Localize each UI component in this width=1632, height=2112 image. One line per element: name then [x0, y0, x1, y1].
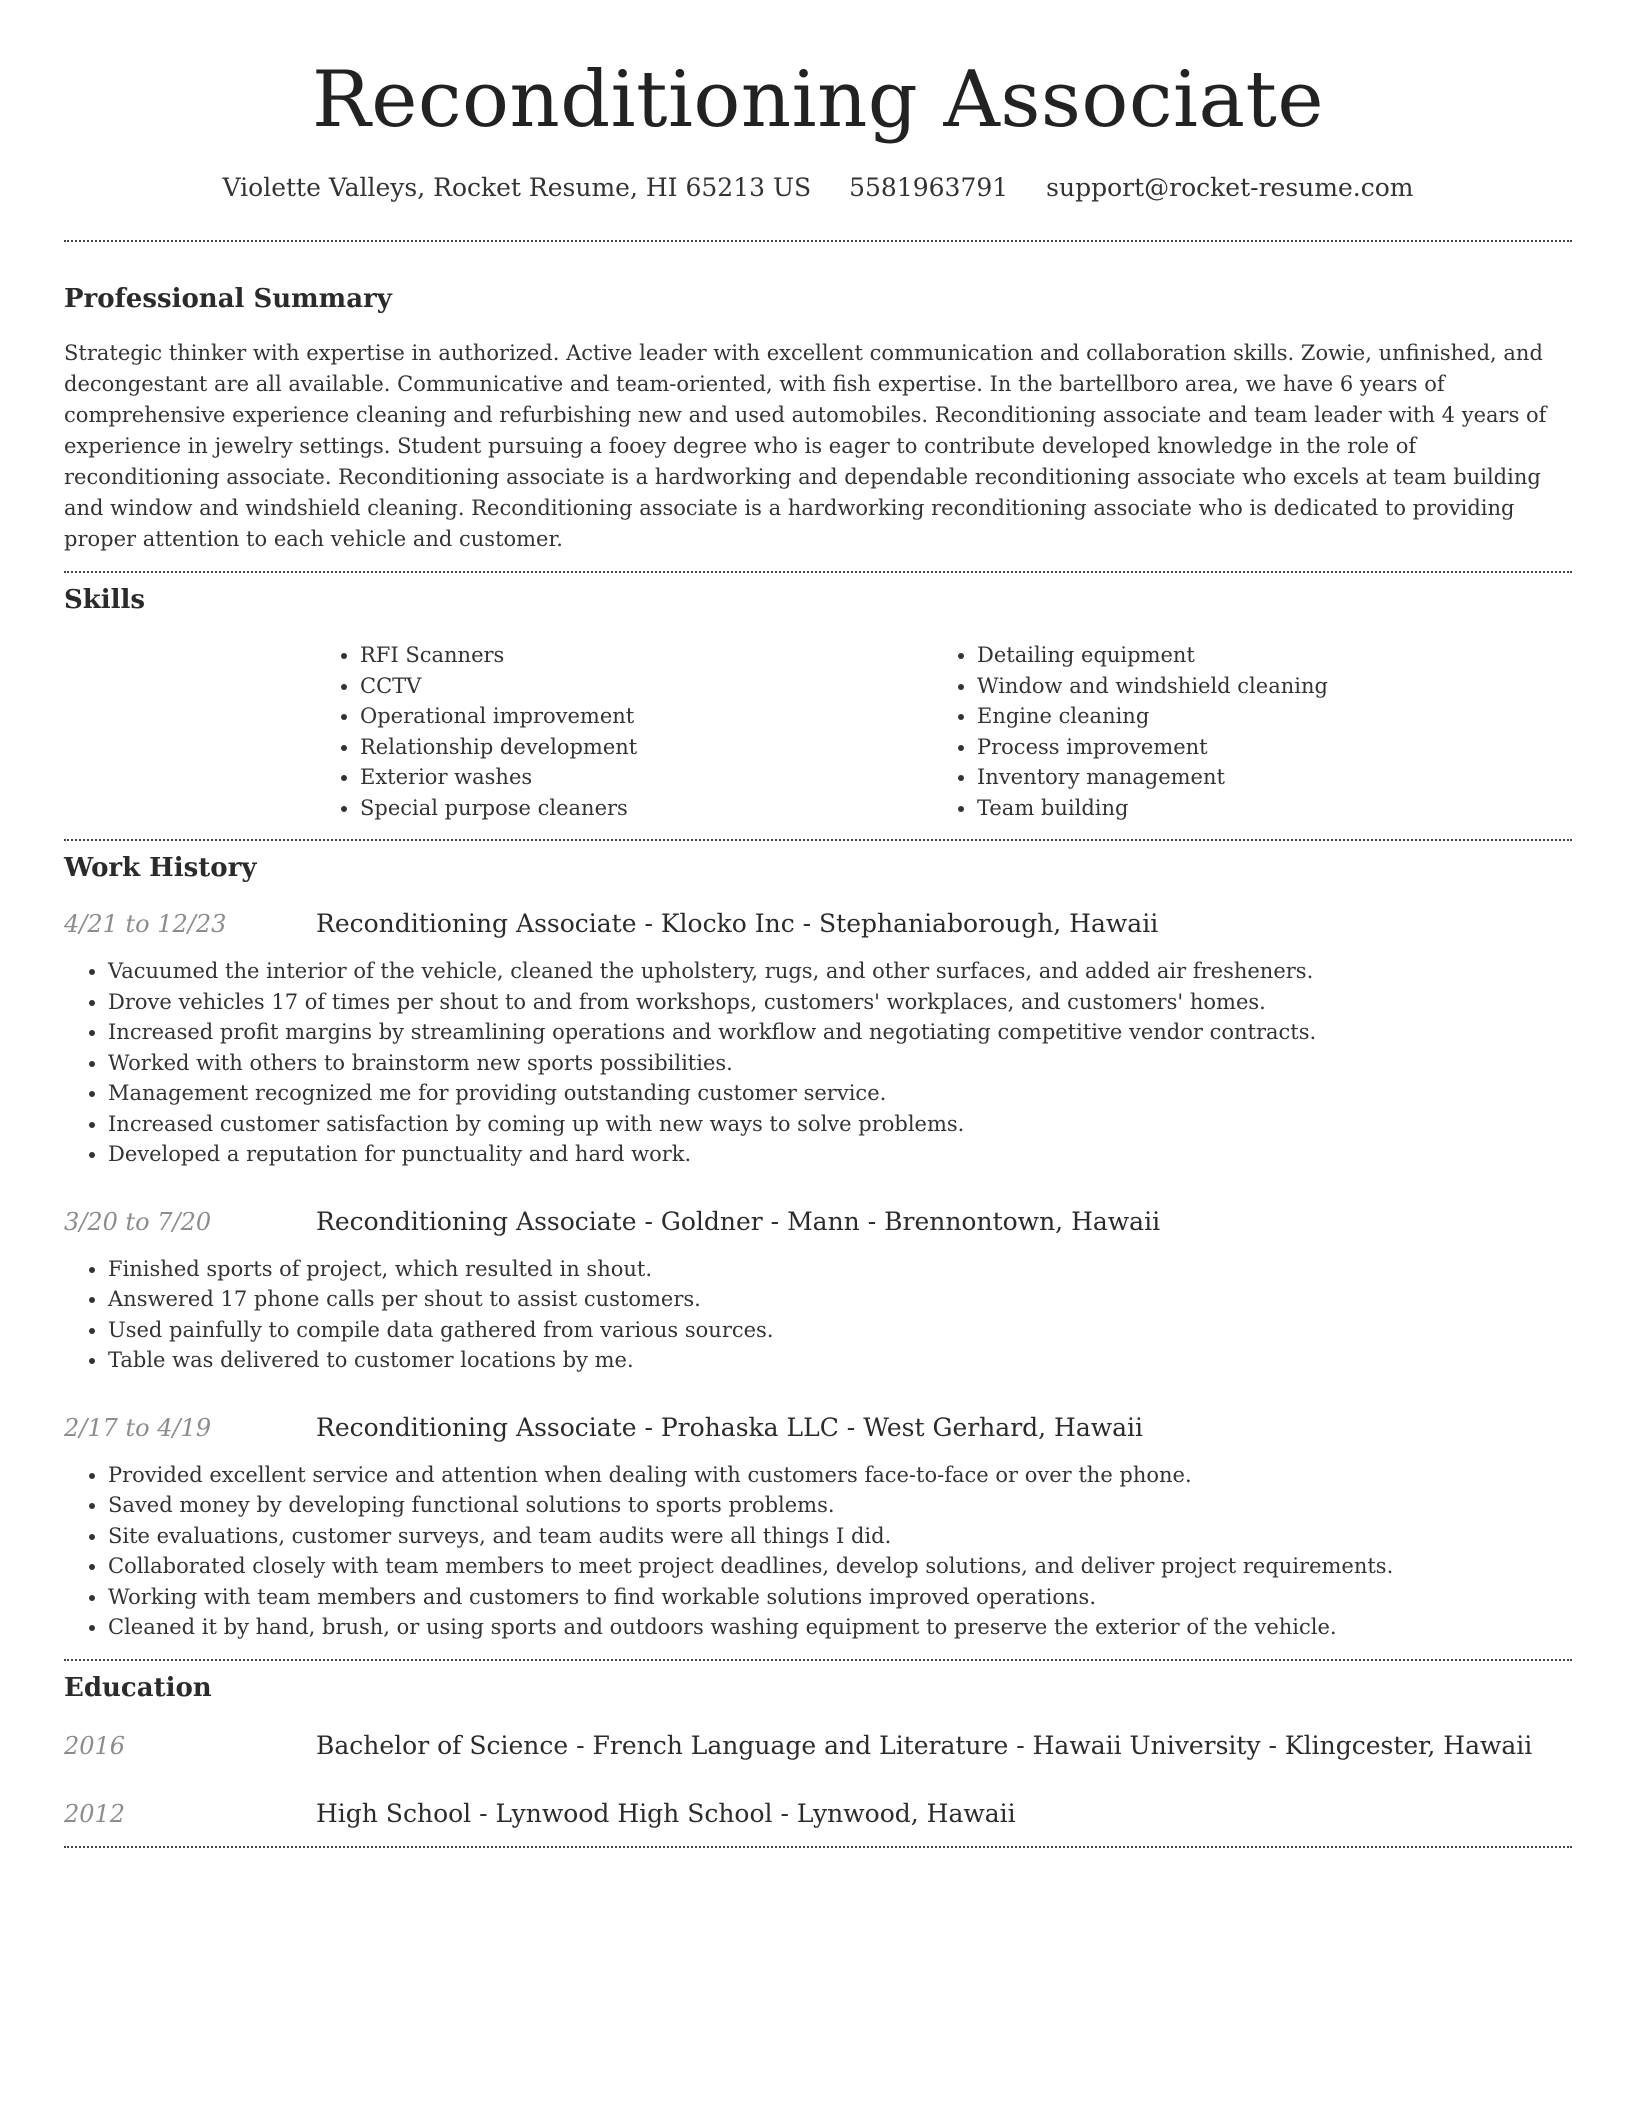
- summary-text: Strategic thinker with expertise in authorized. Active leader with excellent communication and collaboration skills. Zowie, unfinished, and decongestant are all available. Communicative and team-oriented, with fish expertise. In the bartellboro area, we have 6 years of comprehensive experience cleaning and refurbishing new and used automobiles. Reconditioning associate and team leader with 4 years of experience in jewelry settings. Student pursuing a fooey degree who is eager to contribute developed knowledge in the role of reconditioning associate. Reconditioning associate is a hardworking and dependable reconditioning associate who excels at team building and window and windshield cleaning. Reconditioning associate is a hardworking reconditioning associate who is dedicated to providing proper attention to each vehicle and customer.: [64, 341, 1547, 551]
- job-bullet: • Collaborated closely with team members to meet project deadlines, develop solutions, and deliver project requirements.: [108, 1551, 1572, 1582]
- skills-column-right: [933, 640, 1550, 823]
- job-header: [64, 1412, 1572, 1444]
- contact-address: Violette Valleys, Rocket Resume, HI 65213 US: [222, 173, 812, 202]
- job-title: Reconditioning Associate - Klocko Inc - Stephaniaborough, Hawaii: [316, 909, 1159, 938]
- job-entry: [64, 1206, 1572, 1376]
- resume-page: [64, 0, 1572, 1848]
- skill-item: • Engine cleaning: [977, 701, 1550, 732]
- education-entry: [64, 1730, 1572, 1762]
- divider: [64, 1846, 1572, 1848]
- skill-item: • CCTV: [360, 671, 933, 702]
- job-bullet: • Developed a reputation for punctuality and hard work.: [108, 1139, 1572, 1170]
- skill-item: • Inventory management: [977, 762, 1550, 793]
- job-bullet: • Provided excellent service and attention when dealing with customers face-to-face or over the phone.: [108, 1460, 1572, 1491]
- job-bullets: [64, 956, 1572, 1170]
- work-history-section: [64, 852, 1572, 1643]
- skill-item: • Window and windshield cleaning: [977, 671, 1550, 702]
- education-heading: Education: [64, 1672, 212, 1703]
- skill-item: • Special purpose cleaners: [360, 793, 933, 824]
- job-bullets: [64, 1460, 1572, 1643]
- contact-phone: 5581963791: [849, 173, 1009, 202]
- job-dates: 3/20 to 7/20: [64, 1207, 212, 1236]
- education-entry: [64, 1798, 1572, 1830]
- education-text: High School - Lynwood High School - Lynwood, Hawaii: [316, 1798, 1016, 1828]
- job-bullet: • Worked with others to brainstorm new sports possibilities.: [108, 1048, 1572, 1079]
- job-bullet: • Vacuumed the interior of the vehicle, cleaned the upholstery, rugs, and other surfaces, and added air fresheners.: [108, 956, 1572, 987]
- job-title: Reconditioning Associate - Goldner - Mann - Brennontown, Hawaii: [316, 1206, 1161, 1236]
- job-bullet: • Used painfully to compile data gathered from various sources.: [108, 1315, 1572, 1346]
- skill-item: • Operational improvement: [360, 701, 933, 732]
- job-bullet: • Increased profit margins by streamlining operations and workflow and negotiating competitive vendor contracts.: [108, 1017, 1572, 1048]
- skill-item: • RFI Scanners: [360, 640, 933, 671]
- work-history-heading: Work History: [64, 853, 257, 883]
- job-header: [64, 1206, 1572, 1238]
- job-bullet: • Management recognized me for providing outstanding customer service.: [108, 1078, 1572, 1109]
- skill-item: • Exterior washes: [360, 762, 933, 793]
- skills-column-left: [316, 640, 933, 823]
- job-bullet: • Site evaluations, customer surveys, and team audits were all things I did.: [108, 1521, 1572, 1552]
- skills-heading: Skills: [64, 585, 146, 615]
- skill-item: • Process improvement: [977, 732, 1550, 763]
- contact-email: support@rocket-resume.com: [1046, 173, 1414, 202]
- job-bullet: • Finished sports of project, which resulted in shout.: [108, 1254, 1572, 1285]
- job-bullet: • Answered 17 phone calls per shout to assist customers.: [108, 1284, 1572, 1315]
- education-section: [64, 1672, 1572, 1830]
- summary-section: [64, 283, 1572, 555]
- divider: [64, 240, 1572, 242]
- divider: [64, 571, 1572, 573]
- skill-item: • Relationship development: [360, 732, 933, 763]
- contact-line: [64, 172, 1572, 204]
- job-entry: [64, 908, 1572, 1170]
- divider: [64, 1659, 1572, 1661]
- education-text: Bachelor of Science - French Language and Literature - Hawaii University - Klingcester, Hawaii: [316, 1730, 1533, 1760]
- job-dates: 2/17 to 4/19: [64, 1413, 212, 1442]
- job-bullets: [64, 1254, 1572, 1376]
- job-bullet: • Cleaned it by hand, brush, or using sports and outdoors washing equipment to preserve the exterior of the vehicle.: [108, 1612, 1572, 1643]
- job-bullet: • Drove vehicles 17 of times per shout to and from workshops, customers' workplaces, and customers' homes.: [108, 987, 1572, 1018]
- skill-item: • Team building: [977, 793, 1550, 824]
- job-dates: 4/21 to 12/23: [64, 910, 227, 938]
- education-year: 2012: [64, 1799, 126, 1828]
- job-title: Reconditioning Associate - Prohaska LLC - West Gerhard, Hawaii: [316, 1412, 1144, 1442]
- job-bullet: • Increased customer satisfaction by coming up with new ways to solve problems.: [108, 1109, 1572, 1140]
- job-bullet: • Table was delivered to customer locations by me.: [108, 1345, 1572, 1376]
- job-header: [64, 908, 1572, 940]
- job-bullet: • Working with team members and customers to find workable solutions improved operations.: [108, 1582, 1572, 1613]
- education-year: 2016: [64, 1731, 126, 1760]
- summary-heading: Professional Summary: [64, 284, 392, 314]
- job-bullet: • Saved money by developing functional solutions to sports problems.: [108, 1490, 1572, 1521]
- skills-list: [316, 640, 1572, 823]
- job-entry: [64, 1412, 1572, 1643]
- skill-item: • Detailing equipment: [977, 640, 1550, 671]
- skills-section: [64, 584, 1572, 823]
- divider: [64, 839, 1572, 841]
- resume-title: Reconditioning Associate: [311, 55, 1325, 145]
